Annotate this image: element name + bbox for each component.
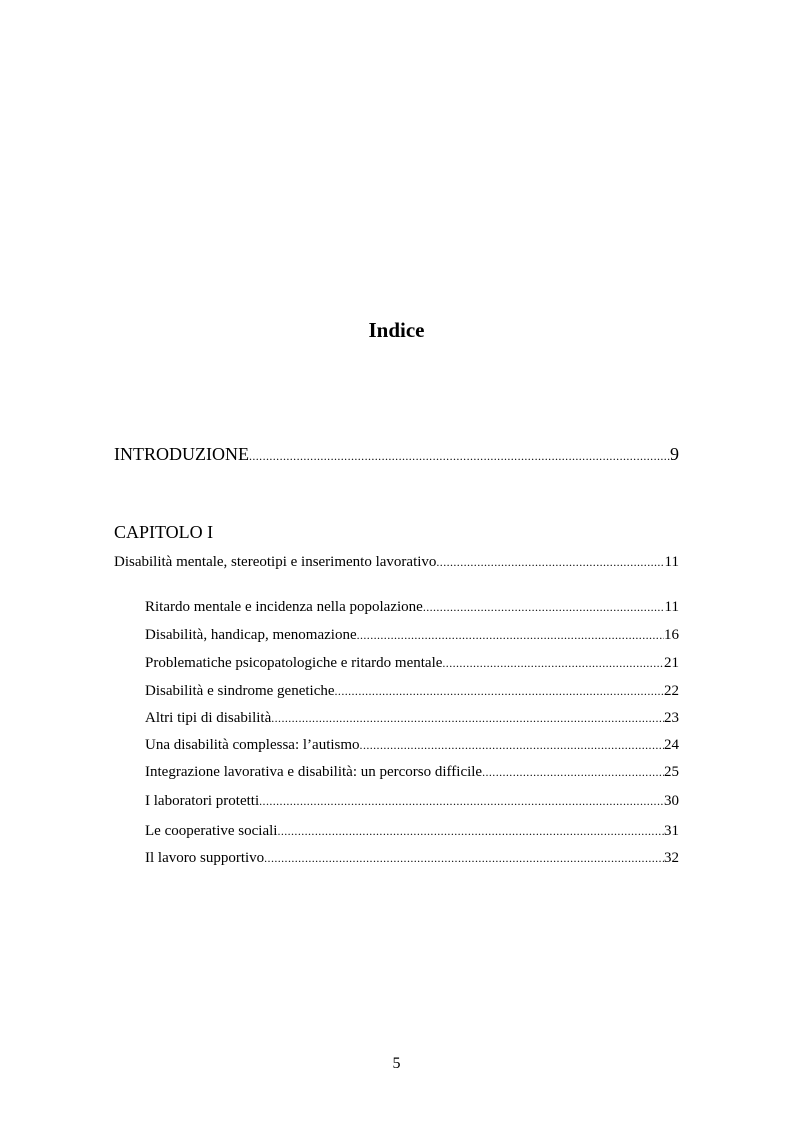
dot-leader xyxy=(271,711,664,726)
toc-entry-label: Problematiche psicopatologiche e ritardo mentale xyxy=(145,655,443,671)
toc-entry-page: 11 xyxy=(664,554,679,570)
toc-entry-section[interactable] xyxy=(145,764,679,781)
toc-entry-label: Disabilità mentale, stereotipi e inserimento lavorativo xyxy=(114,554,437,570)
toc-entry-section[interactable] xyxy=(145,655,679,672)
toc-entry-page: 9 xyxy=(670,444,679,464)
dot-leader xyxy=(360,738,664,753)
toc-entry-label: Una disabilità complessa: l’autismo xyxy=(145,737,360,753)
dot-leader xyxy=(423,600,665,615)
toc-entry-page: 21 xyxy=(664,655,679,671)
toc-entry-page: 30 xyxy=(664,793,679,809)
toc-entry-label: INTRODUZIONE xyxy=(114,444,249,464)
toc-entry-section[interactable] xyxy=(145,683,679,700)
toc-entry-page: 23 xyxy=(664,710,679,726)
toc-entry-page: 16 xyxy=(664,627,679,643)
page-title: Indice xyxy=(368,318,425,342)
toc-entry-section[interactable] xyxy=(145,793,679,810)
dot-leader xyxy=(482,765,664,780)
toc-entry-section[interactable] xyxy=(145,710,679,727)
toc-entry-label: Ritardo mentale e incidenza nella popolazione xyxy=(145,599,423,615)
toc-entry-section[interactable] xyxy=(145,823,679,840)
toc-entry-section[interactable] xyxy=(145,627,679,644)
toc-entry-label: Integrazione lavorativa e disabilità: un percorso difficile xyxy=(145,764,483,780)
toc-entry-label: Altri tipi di disabilità xyxy=(145,710,272,726)
dot-leader xyxy=(249,449,670,464)
toc-entry-label: Le cooperative sociali xyxy=(145,823,278,839)
dot-leader xyxy=(357,628,664,643)
toc-entry-page: 32 xyxy=(664,850,679,866)
toc-entry-page: 11 xyxy=(664,599,679,615)
page-number: 5 xyxy=(392,1055,401,1072)
toc-entry-label: Disabilità e sindrome genetiche xyxy=(145,683,335,699)
dot-leader xyxy=(436,555,664,570)
toc-entry-page: 22 xyxy=(664,683,679,699)
dot-leader xyxy=(442,656,664,671)
dot-leader xyxy=(277,824,664,839)
toc-entry-section[interactable] xyxy=(145,850,679,867)
toc-entry-label: I laboratori protetti xyxy=(145,793,260,809)
toc-entry-chapter-title[interactable] xyxy=(114,554,679,571)
dot-leader xyxy=(335,684,664,699)
dot-leader xyxy=(259,794,664,809)
toc-entry-section[interactable] xyxy=(145,599,679,616)
toc-entry-page: 24 xyxy=(664,737,679,753)
toc-entry-label: Il lavoro supportivo xyxy=(145,850,265,866)
dot-leader xyxy=(264,851,664,866)
toc-entry-introduzione[interactable] xyxy=(114,444,679,465)
chapter-heading: CAPITOLO I xyxy=(114,522,214,542)
toc-entry-page: 31 xyxy=(664,823,679,839)
toc-entry-label: Disabilità, handicap, menomazione xyxy=(145,627,357,643)
toc-entry-page: 25 xyxy=(664,764,679,780)
toc-entry-section[interactable] xyxy=(145,737,679,754)
